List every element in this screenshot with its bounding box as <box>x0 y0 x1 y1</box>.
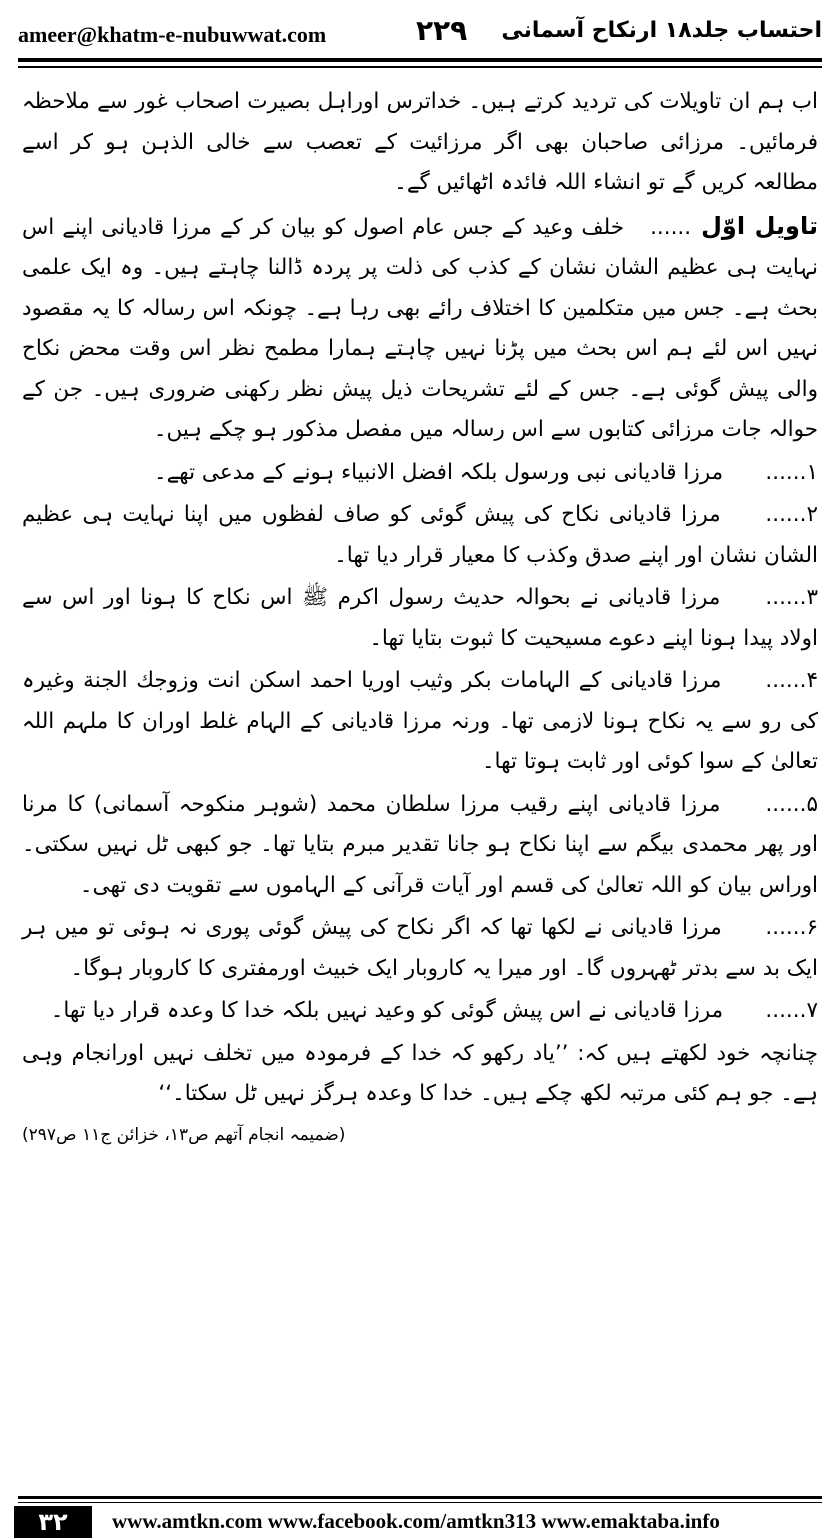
list-item <box>22 908 818 989</box>
tawil-dots: ...... <box>650 214 692 240</box>
item-number: ۴...... <box>765 668 818 693</box>
header-rule-thick <box>18 58 822 62</box>
page-number: ۲۲۹ <box>416 14 468 47</box>
list-item <box>22 785 818 907</box>
closing-quote: چنانچہ خود لکھتے ہیں کہ: ’’یاد رکھو کہ خدا کے فرمودہ میں تخلف نہیں اورانجام وہی ہے۔ جو ہم کئی مرتبہ لکھ چکے ہیں۔ خدا کا وعدہ ہرگز نہیں ٹل سکتا۔‘‘ <box>22 1040 818 1106</box>
footer-page-box: ۳۲ <box>14 1506 92 1538</box>
reference-citation: (ضمیمہ انجام آتھم ص۱۳، خزائن ج۱۱ ص۲۹۷) <box>22 1124 346 1145</box>
list-item <box>22 495 818 576</box>
tawil-paragraph <box>22 206 818 451</box>
tawil-heading: تاویل اوّل <box>701 211 818 240</box>
list-item <box>22 578 818 659</box>
footer-rule-thick <box>18 1496 822 1499</box>
item-text: مرزا قادیانی نے لکھا تھا کہ اگر نکاح کی پیش گوئی پوری نہ ہوئی تو میں ہر ایک بد سے بدتر ٹھہروں گا۔ اور میرا یہ کاروبار ایک خبیث اورمفتری کا کاروبار ہوگا۔ <box>22 915 818 981</box>
list-item <box>22 661 818 783</box>
intro-paragraph: اب ہم ان تاویلات کی تردید کرتے ہیں۔ خداترس اوراہل بصیرت اصحاب غور سے ملاحظہ فرمائیں۔ مرزائی صاحبان بھی اگر مرزائیت کے تعصب سے خالی الذہن ہو کر اسے مطالعہ کریں گے تو انشاء اللہ فائدہ اٹھائیں گے۔ <box>22 89 818 195</box>
item-text: مرزا قادیانی نے بحوالہ حدیث رسول اکرم ﷺ اس نکاح کا ہونا اور اس سے اولاد پیدا ہونا اپنے دعوے مسیحیت کا ثبوت بتایا تھا۔ <box>22 585 818 651</box>
list-item <box>22 453 818 494</box>
header-email: ameer@khatm-e-nubuwwat.com <box>18 22 327 47</box>
item-text: مرزا قادیانی نکاح کی پیش گوئی کو صاف لفظوں میں اپنا نہایت ہی عظیم الشان نشان اور اپنے صدق وکذب کا معیار قرار دیا تھا۔ <box>22 502 818 568</box>
list-item <box>22 991 818 1032</box>
tawil-text: خلف وعید کے جس عام اصول کو بیان کر کے مرزا قادیانی اپنے اس نہایت ہی عظیم الشان نشان کے کذب کی ذلت پر پردہ ڈالنا چاہتے ہیں۔ وہ ایک علمی بحث ہے۔ جس میں متکلمین کا اختلاف رائے بھی رہا ہے۔ چونکہ اس رسالہ کا یہ مقصود نہیں اس لئے ہم اس بحث میں پڑنا نہیں چاہتے ہمارا مطمح نظر اس وقت محض نکاح والی پیش گوئی ہے۔ جس کے لئے تشریحات ذیل پیش نظر رکھنی ضروری ہیں۔ جن کے حوالہ جات مرزائی کتابوں سے اس رسالہ میں مفصل مذکور ہو چکے ہیں۔ <box>22 214 818 442</box>
item-text: مرزا قادیانی کے الہامات بکر وثیب اوریا احمد اسکن انت وزوجك الجنة وغیرہ کی رو سے یہ نکاح ہونا لازمی تھا۔ ورنہ مرزا قادیانی کے الہام غلط اوران کا ملہم اللہ تعالیٰ کے سوا کوئی اور ثابت ہوتا تھا۔ <box>22 668 818 774</box>
page-footer <box>14 1506 826 1538</box>
running-head: احتساب جلد۱۸ ارنکاح آسمانی <box>501 18 822 43</box>
page-body <box>22 82 818 1155</box>
item-number: ۱...... <box>765 459 818 485</box>
item-number: ۲...... <box>765 502 818 527</box>
closing-paragraph <box>22 1034 818 1145</box>
footer-rule-thin <box>18 1502 822 1503</box>
page-header <box>18 14 822 54</box>
item-text: مرزا قادیانی نبی ورسول بلکہ افضل الانبیاء ہونے کے مدعی تھے۔ <box>153 459 724 485</box>
item-text: مرزا قادیانی اپنے رقیب مرزا سلطان محمد (شوہر منکوحہ آسمانی) کا مرنا اور پھر محمدی بیگم سے اپنا نکاح ہو جانا تقدیر مبرم بتایا تھا۔ جو کبھی ٹل نہیں سکتی۔ اوراس بیان کو اللہ تعالیٰ کی قسم اور آیات قرآنی کے الہاموں سے تقویت دی تھی۔ <box>22 791 818 898</box>
footer-links[interactable]: www.amtkn.com www.facebook.com/amtkn313 www.emaktaba.info <box>112 1509 720 1533</box>
item-number: ۶...... <box>765 915 818 940</box>
item-number: ۵...... <box>765 791 819 817</box>
item-number: ۷...... <box>765 998 818 1023</box>
item-number: ۳...... <box>765 585 818 610</box>
item-text: مرزا قادیانی نے اس پیش گوئی کو وعید نہیں بلکہ خدا کا وعدہ قرار دیا تھا۔ <box>50 998 724 1023</box>
header-rule-thin <box>18 66 822 68</box>
